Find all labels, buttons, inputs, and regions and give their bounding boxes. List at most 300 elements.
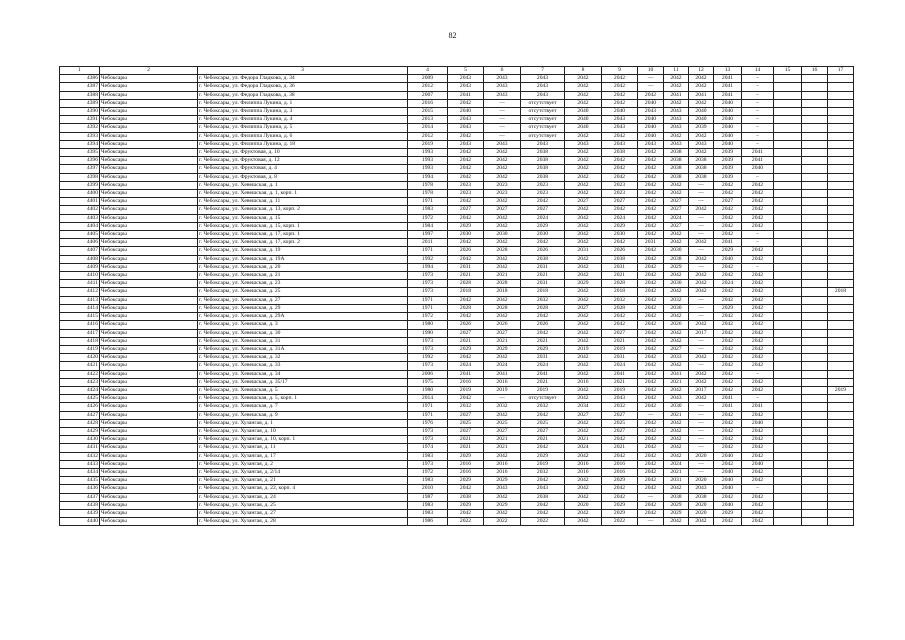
table-cell: 2042 <box>565 132 602 140</box>
table-cell: 4395 <box>60 149 100 157</box>
table-cell: 2042 <box>664 444 689 452</box>
table-cell: 2021 <box>664 411 689 419</box>
table-cell: 2021 <box>521 272 565 280</box>
table-cell: 2043 <box>664 124 689 132</box>
table-cell: 4430 <box>60 436 100 444</box>
table-cell: 2016 <box>602 468 638 476</box>
table-cell <box>774 288 802 296</box>
table-cell: — <box>689 181 714 189</box>
table-cell: г. Чебоксары, ул. Хевешская, д. 32 <box>198 354 408 362</box>
table-cell: 4433 <box>60 460 100 468</box>
table-cell: 2024 <box>664 460 689 468</box>
table-cell: 2042 <box>689 83 714 91</box>
table-cell <box>828 231 854 239</box>
table-cell: 2016 <box>565 378 602 386</box>
table-cell <box>802 255 828 263</box>
table-cell <box>802 83 828 91</box>
table-cell: 2042 <box>664 427 689 435</box>
table-cell: Чебоксары <box>100 395 198 403</box>
table-cell: 2040 <box>714 132 742 140</box>
table-cell: Чебоксары <box>100 460 198 468</box>
table-cell: 2028 <box>602 280 638 288</box>
table-cell: 2042 <box>664 337 689 345</box>
table-cell: 1971 <box>408 403 448 411</box>
table-cell: Чебоксары <box>100 231 198 239</box>
table-cell: — <box>689 190 714 198</box>
table-cell: 2042 <box>484 157 521 165</box>
table-cell: 2042 <box>689 378 714 386</box>
table-row <box>60 321 854 329</box>
table-cell: 2029 <box>602 501 638 509</box>
table-cell: г. Чебоксары, ул. Фруктовая, д. 10 <box>198 149 408 157</box>
table-cell: 2042 <box>521 411 565 419</box>
table-cell: 2041 <box>521 370 565 378</box>
table-row <box>60 501 854 509</box>
table-cell: 2029 <box>714 509 742 517</box>
table-cell: Чебоксары <box>100 345 198 353</box>
table-cell: 2042 <box>664 436 689 444</box>
table-cell: 2027 <box>448 206 484 214</box>
column-number: 8 <box>565 67 602 75</box>
table-row <box>60 222 854 230</box>
table-cell: 2027 <box>602 198 638 206</box>
table-cell: г. Чебоксары, ул. Хузангая, д. 27 <box>198 509 408 517</box>
table-cell: Чебоксары <box>100 165 198 173</box>
table-cell: 2042 <box>448 296 484 304</box>
table-cell: 1986 <box>408 518 448 526</box>
table-cell: 2042 <box>689 518 714 526</box>
table-cell <box>828 518 854 526</box>
table-cell: 4400 <box>60 190 100 198</box>
table-cell: 2042 <box>602 493 638 501</box>
table-cell: Чебоксары <box>100 354 198 362</box>
table-cell: 1973 <box>408 345 448 353</box>
table-cell <box>802 419 828 427</box>
table-cell: – <box>742 370 774 378</box>
table-cell: г. Чебоксары, ул. Фруктовая, д. 12 <box>198 157 408 165</box>
table-cell <box>802 231 828 239</box>
table-cell: 2032 <box>664 296 689 304</box>
table-cell: — <box>638 411 664 419</box>
table-cell: 2042 <box>565 91 602 99</box>
table-row <box>60 345 854 353</box>
table-cell: 2038 <box>521 493 565 501</box>
table-cell: г. Чебоксары, ул. Хевешская, д. 25 <box>198 288 408 296</box>
table-cell: 2041 <box>664 370 689 378</box>
table-cell: 2029 <box>521 345 565 353</box>
table-cell: 2042 <box>521 198 565 206</box>
table-cell <box>774 149 802 157</box>
table-cell: 2042 <box>638 370 664 378</box>
table-cell: 2042 <box>565 419 602 427</box>
table-cell <box>802 198 828 206</box>
table-cell <box>802 99 828 107</box>
table-cell: 2030 <box>448 231 484 239</box>
table-cell: 4420 <box>60 354 100 362</box>
table-cell: 2042 <box>714 329 742 337</box>
table-cell: 2043 <box>638 108 664 116</box>
table-cell: 2043 <box>521 140 565 148</box>
table-cell: г. Чебоксары, ул. Хевешская, д. 7 <box>198 403 408 411</box>
table-cell: 2042 <box>714 337 742 345</box>
table-cell <box>828 75 854 83</box>
table-cell <box>828 206 854 214</box>
table-cell: Чебоксары <box>100 140 198 148</box>
table-cell: — <box>689 198 714 206</box>
table-cell: 1972 <box>408 313 448 321</box>
table-cell: 2042 <box>689 272 714 280</box>
table-cell: 2020 <box>689 501 714 509</box>
table-cell: 2042 <box>714 231 742 239</box>
table-cell: 2042 <box>742 247 774 255</box>
table-cell: 2038 <box>521 165 565 173</box>
table-cell: 2029 <box>664 501 689 509</box>
table-row <box>60 173 854 181</box>
table-cell <box>774 493 802 501</box>
table-cell: 4396 <box>60 157 100 165</box>
table-cell: 2042 <box>565 452 602 460</box>
table-cell <box>774 206 802 214</box>
table-cell: 2014 <box>408 395 448 403</box>
table-cell: 2019 <box>448 386 484 394</box>
table-cell: 2042 <box>565 190 602 198</box>
table-cell: – <box>742 395 774 403</box>
table-cell: 2040 <box>714 116 742 124</box>
table-cell: 2042 <box>638 214 664 222</box>
table-cell: 2029 <box>602 222 638 230</box>
table-cell <box>774 378 802 386</box>
table-row <box>60 411 854 419</box>
table-cell: 2030 <box>664 247 689 255</box>
table-row <box>60 99 854 107</box>
table-cell <box>774 329 802 337</box>
table-cell <box>802 460 828 468</box>
table-cell: 2040 <box>638 132 664 140</box>
table-cell: 4429 <box>60 427 100 435</box>
table-cell: 2021 <box>602 444 638 452</box>
table-row <box>60 452 854 460</box>
table-cell: 2042 <box>714 427 742 435</box>
table-cell: 2031 <box>602 263 638 271</box>
table-cell <box>802 518 828 526</box>
table-cell: 2042 <box>638 485 664 493</box>
table-cell: 4438 <box>60 501 100 509</box>
table-cell: 2042 <box>638 255 664 263</box>
table-cell: 2032 <box>484 403 521 411</box>
table-cell: 2041 <box>602 370 638 378</box>
table-row <box>60 444 854 452</box>
table-cell: 2023 <box>521 181 565 189</box>
table-cell: 4405 <box>60 231 100 239</box>
table-cell: 2027 <box>565 198 602 206</box>
table-cell: г. Чебоксары, ул. Хевешская, д. 17, корп. 1 <box>198 231 408 239</box>
table-cell: 2031 <box>602 354 638 362</box>
table-cell: 2038 <box>664 493 689 501</box>
table-cell: 2038 <box>521 173 565 181</box>
table-row <box>60 427 854 435</box>
table-cell <box>828 214 854 222</box>
table-cell: 2040 <box>714 140 742 148</box>
table-cell: 2031 <box>521 280 565 288</box>
table-cell: Чебоксары <box>100 181 198 189</box>
table-cell: 2043 <box>484 83 521 91</box>
table-cell: 4404 <box>60 222 100 230</box>
table-cell: — <box>638 493 664 501</box>
table-cell: 2042 <box>714 272 742 280</box>
table-cell: 2042 <box>565 427 602 435</box>
table-cell: 2041 <box>448 370 484 378</box>
table-cell: 1971 <box>408 198 448 206</box>
table-cell: 1983 <box>408 452 448 460</box>
table-cell: 2023 <box>448 190 484 198</box>
table-cell: 1993 <box>408 157 448 165</box>
table-cell: Чебоксары <box>100 222 198 230</box>
table-row <box>60 108 854 116</box>
table-cell: 2026 <box>484 321 521 329</box>
table-cell: 2041 <box>714 75 742 83</box>
table-cell <box>802 263 828 271</box>
table-cell: 4399 <box>60 181 100 189</box>
table-cell: Чебоксары <box>100 288 198 296</box>
table-cell <box>774 403 802 411</box>
table-cell <box>774 444 802 452</box>
table-cell: 2042 <box>448 149 484 157</box>
table-cell <box>828 313 854 321</box>
table-cell: 2042 <box>742 198 774 206</box>
table-cell: 2042 <box>664 419 689 427</box>
table-cell: 4416 <box>60 321 100 329</box>
table-cell <box>774 460 802 468</box>
table-cell: 1971 <box>408 247 448 255</box>
table-cell: Чебоксары <box>100 116 198 124</box>
table-cell: 2027 <box>521 206 565 214</box>
table-cell: 2042 <box>742 313 774 321</box>
table-cell: 2042 <box>602 485 638 493</box>
table-cell: 4397 <box>60 165 100 173</box>
table-cell: 2042 <box>638 354 664 362</box>
table-cell: г. Чебоксары, ул. Хузангая, д. 22, корп. 4 <box>198 485 408 493</box>
table-cell: 2041 <box>714 395 742 403</box>
table-cell: 2038 <box>689 173 714 181</box>
table-cell: 4431 <box>60 444 100 452</box>
table-cell: 2029 <box>565 280 602 288</box>
table-cell: 1976 <box>408 419 448 427</box>
table-cell: 2019 <box>565 345 602 353</box>
table-cell: 2007 <box>408 91 448 99</box>
table-cell: — <box>484 108 521 116</box>
table-cell: Чебоксары <box>100 362 198 370</box>
table-cell: 2041 <box>664 91 689 99</box>
table-cell: 2042 <box>638 173 664 181</box>
table-cell: 2042 <box>448 509 484 517</box>
table-cell: 2027 <box>602 329 638 337</box>
table-cell <box>802 288 828 296</box>
table-cell: Чебоксары <box>100 436 198 444</box>
table-cell: 2042 <box>521 477 565 485</box>
table-cell <box>802 140 828 148</box>
table-cell: 2018 <box>521 288 565 296</box>
table-cell: 2042 <box>565 329 602 337</box>
table-cell: отсутствует <box>521 99 565 107</box>
table-cell: 2038 <box>689 157 714 165</box>
table-cell: Чебоксары <box>100 313 198 321</box>
table-cell: г. Чебоксары, ул. Хевешская, д. 17, корп. 2 <box>198 239 408 247</box>
table-cell: – <box>742 263 774 271</box>
table-cell <box>774 485 802 493</box>
table-cell: 4402 <box>60 206 100 214</box>
table-cell: 2042 <box>714 460 742 468</box>
table-cell <box>774 181 802 189</box>
table-cell: 2034 <box>565 403 602 411</box>
table-row <box>60 255 854 263</box>
table-cell: 2023 <box>484 190 521 198</box>
table-cell: 2042 <box>664 190 689 198</box>
table-cell <box>774 321 802 329</box>
table-cell: Чебоксары <box>100 477 198 485</box>
table-cell: 2042 <box>565 337 602 345</box>
table-cell: 2042 <box>565 313 602 321</box>
table-cell: 2031 <box>664 477 689 485</box>
table-cell <box>802 337 828 345</box>
table-cell: — <box>638 75 664 83</box>
table-cell: 2016 <box>484 460 521 468</box>
table-cell: 2026 <box>521 321 565 329</box>
table-cell: 2030 <box>664 304 689 312</box>
table-cell: г. Чебоксары, ул. Хузангая, д. 2 <box>198 460 408 468</box>
table-cell: Чебоксары <box>100 493 198 501</box>
table-cell: 2042 <box>638 386 664 394</box>
table-cell: 2042 <box>565 354 602 362</box>
table-cell: 2042 <box>448 214 484 222</box>
table-cell: 2040 <box>638 116 664 124</box>
table-cell: — <box>689 296 714 304</box>
table-cell: 2043 <box>484 140 521 148</box>
column-number: 13 <box>714 67 742 75</box>
table-cell: 2010 <box>408 485 448 493</box>
table-cell <box>802 157 828 165</box>
table-cell: 2042 <box>742 345 774 353</box>
table-cell: 4388 <box>60 91 100 99</box>
table-cell: 2043 <box>689 140 714 148</box>
table-cell: 2016 <box>408 99 448 107</box>
table-cell: 2042 <box>664 99 689 107</box>
table-cell: 2028 <box>448 304 484 312</box>
table-cell: 2040 <box>714 108 742 116</box>
table-cell: 2042 <box>689 149 714 157</box>
table-cell: отсутствует <box>521 108 565 116</box>
table-cell <box>828 149 854 157</box>
table-cell: 2042 <box>742 214 774 222</box>
table-cell: 2031 <box>521 263 565 271</box>
table-cell: 1972 <box>408 468 448 476</box>
table-cell: 1993 <box>408 149 448 157</box>
table-cell <box>774 116 802 124</box>
table-cell: 2041 <box>689 91 714 99</box>
table-cell <box>774 452 802 460</box>
table-cell: отсутствует <box>521 124 565 132</box>
table-cell <box>828 485 854 493</box>
table-cell: 2042 <box>689 75 714 83</box>
table-cell: Чебоксары <box>100 304 198 312</box>
table-cell: 2025 <box>448 419 484 427</box>
table-cell: 2028 <box>448 280 484 288</box>
table-cell: 4432 <box>60 452 100 460</box>
table-cell: 2042 <box>742 477 774 485</box>
table-cell: г. Чебоксары, ул. Хевешская, д. 15 <box>198 214 408 222</box>
table-cell: 2042 <box>714 345 742 353</box>
table-cell: 4386 <box>60 75 100 83</box>
table-cell: 2042 <box>521 444 565 452</box>
table-cell: 2024 <box>521 362 565 370</box>
table-cell: 2040 <box>638 124 664 132</box>
table-row <box>60 493 854 501</box>
table-cell: 2026 <box>448 321 484 329</box>
table-cell <box>802 493 828 501</box>
table-cell: 2042 <box>742 386 774 394</box>
table-cell: – <box>742 91 774 99</box>
table-cell <box>828 198 854 206</box>
table-cell: 2032 <box>602 403 638 411</box>
table-cell: Чебоксары <box>100 149 198 157</box>
table-cell: 2038 <box>664 149 689 157</box>
table-cell <box>802 239 828 247</box>
table-cell: 2039 <box>714 149 742 157</box>
table-cell: 2042 <box>565 386 602 394</box>
table-cell: 2043 <box>448 140 484 148</box>
table-cell: 2043 <box>602 124 638 132</box>
table-cell: 2021 <box>521 436 565 444</box>
table-cell: 4440 <box>60 518 100 526</box>
table-cell: 2042 <box>484 222 521 230</box>
table-cell: 2042 <box>742 468 774 476</box>
table-cell <box>802 354 828 362</box>
table-cell: 4387 <box>60 83 100 91</box>
table-cell <box>774 386 802 394</box>
table-cell: Чебоксары <box>100 501 198 509</box>
table-cell: 2042 <box>742 181 774 189</box>
table-cell <box>802 329 828 337</box>
table-cell: 2042 <box>602 99 638 107</box>
table-cell: 4409 <box>60 263 100 271</box>
table-cell: 2042 <box>664 75 689 83</box>
table-row <box>60 468 854 476</box>
table-cell: 2022 <box>602 518 638 526</box>
table-cell: 2027 <box>484 329 521 337</box>
table-cell <box>774 296 802 304</box>
table-cell: 2042 <box>638 329 664 337</box>
table-cell: 2038 <box>602 149 638 157</box>
table-cell: 2042 <box>664 239 689 247</box>
column-number: 5 <box>448 67 484 75</box>
table-cell: — <box>689 460 714 468</box>
table-cell <box>774 280 802 288</box>
table-cell <box>828 436 854 444</box>
table-cell <box>828 452 854 460</box>
table-cell <box>774 345 802 353</box>
table-cell: 2021 <box>664 378 689 386</box>
table-row <box>60 263 854 271</box>
table-cell: 1994 <box>408 263 448 271</box>
table-cell: 2038 <box>521 255 565 263</box>
table-cell: 2043 <box>565 140 602 148</box>
table-cell: г. Чебоксары, ул. Фруктовая, д. 8 <box>198 173 408 181</box>
table-cell: 2042 <box>638 321 664 329</box>
table-cell: — <box>484 132 521 140</box>
table-cell: г. Чебоксары, ул. Хузангая, д. 1 <box>198 419 408 427</box>
table-cell <box>828 263 854 271</box>
table-cell <box>828 329 854 337</box>
table-cell: 2042 <box>565 231 602 239</box>
